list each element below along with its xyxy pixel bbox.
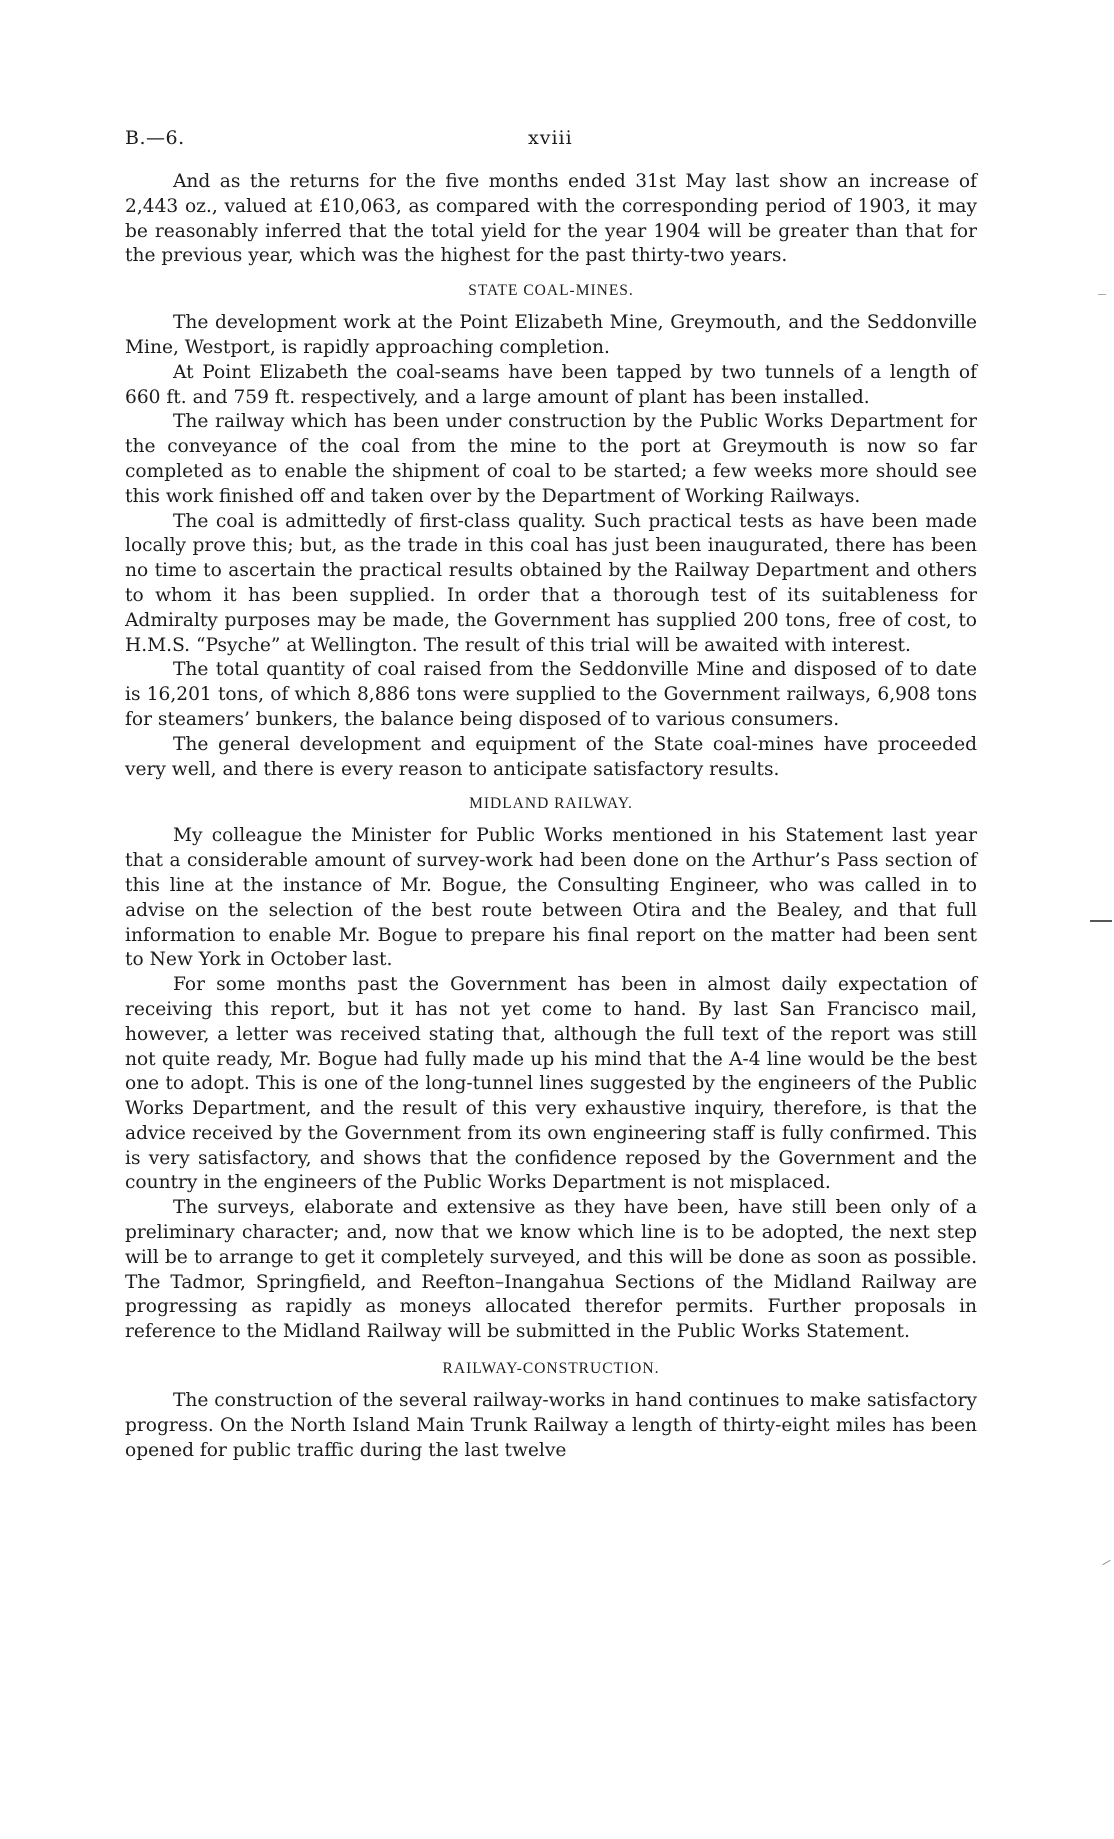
midland-paragraph-3: The surveys, elaborate and extensive as they have been, have still been only of a preliminary character; and, now that we know which line is to be adopted, the next step will be to arrange to get it completely surveyed, and this will be done as soon as possible. The Tadmor, Springfield, and Reefton–Inangahua Sections of the Midland Railway are progressing as rapidly as moneys allocated therefor permits. Further proposals in reference to the Midland Railway will be submitted in the Public Works Statement. bbox=[125, 1197, 977, 1343]
coal-mines-paragraph-1: The development work at the Point Elizabeth Mine, Greymouth, and the Seddonville Mine, Westport, is rapidly approaching completion. bbox=[125, 312, 977, 358]
construction-paragraph-1: The construction of the several railway-works in hand continues to make satisfactory progress. On the North Island Main Trunk Railway a length of thirty-eight miles has been opened for public traffic during the last twelve bbox=[125, 1390, 977, 1461]
margin-mark bbox=[1090, 920, 1112, 922]
coal-mines-paragraph-4: The coal is admittedly of first-class quality. Such practical tests as have been made locally prove this; but, as the trade in this coal has just been inaugurated, there has been no time to ascertain the practical results obtained by the Railway Department and others to whom it has been supplied. In order that a thorough test of its suitableness for Admiralty purposes may be made, the Government has supplied 200 tons, free of cost, to H.M.S. “Psyche” at Wellington. The result of this trial will be awaited with interest. bbox=[125, 510, 977, 656]
document-body bbox=[125, 170, 977, 1463]
document-reference: B.—6. bbox=[125, 127, 185, 149]
coal-mines-paragraph-5: The total quantity of coal raised from the Seddonville Mine and disposed of to date is 16,201 tons, of which 8,886 tons were supplied to the Government railways, 6,908 tons for steamers’ bunkers, the balance being disposed of to various consumers. bbox=[125, 659, 977, 730]
section-heading-state-coal-mines: STATE COAL-MINES. bbox=[468, 282, 634, 300]
coal-mines-paragraph-3: The railway which has been under construction by the Public Works Department for the conveyance of the coal from the mine to the port at Greymouth is now so far completed as to enable the shipment of coal to be started; a few weeks more should see this work finished off and taken over by the Department of Working Railways. bbox=[125, 411, 977, 507]
coal-mines-paragraph-6: The general development and equipment of the State coal-mines have proceeded very well, and there is every reason to anticipate satisfactory results. bbox=[125, 733, 977, 780]
page-number: xviii bbox=[528, 127, 573, 149]
margin-mark bbox=[1102, 1560, 1110, 1565]
midland-paragraph-1: My colleague the Minister for Public Works mentioned in his Statement last year that a considerable amount of survey-work had been done on the Arthur’s Pass section of this line at the instance of Mr. Bogue, the Consulting Engineer, who was called in to advise on the selection of the best route between Otira and the Bealey, and that full information to enable Mr. Bogue to prepare his final report on the matter had been sent to New York in October last. bbox=[125, 825, 977, 971]
margin-mark bbox=[1098, 294, 1106, 295]
section-heading-railway-construction: RAILWAY-CONSTRUCTION. bbox=[442, 1360, 660, 1378]
intro-paragraph: And as the returns for the five months ended 31st May last show an increase of 2,443 oz., valued at £10,063, as compared with the corresponding period of 1903, it may be reasonably inferred that the total yield for the year 1904 will be greater than that for the previous year, which was the highest for the past thirty-two years. bbox=[125, 171, 977, 267]
coal-mines-paragraph-2: At Point Elizabeth the coal-seams have been tapped by two tunnels of a length of 660 ft. and 759 ft. respectively, and a large amount of plant has been installed. bbox=[125, 361, 977, 408]
section-heading-midland-railway: MIDLAND RAILWAY. bbox=[469, 795, 633, 813]
midland-paragraph-2: For some months past the Government has been in almost daily expectation of receiving this report, but it has not yet come to hand. By last San Francisco mail, however, a letter was received stating that, although the full text of the report was still not quite ready, Mr. Bogue had fully made up his mind that the A-4 line would be the best one to adopt. This is one of the long-tunnel lines suggested by the engineers of the Public Works Department, and the result of this very exhaustive inquiry, therefore, is that the advice received by the Government from its own engineering staff is fully confirmed. This is very satisfactory, and shows that the confidence reposed by the Government and the country in the engineers of the Public Works Department is not misplaced. bbox=[125, 974, 977, 1194]
